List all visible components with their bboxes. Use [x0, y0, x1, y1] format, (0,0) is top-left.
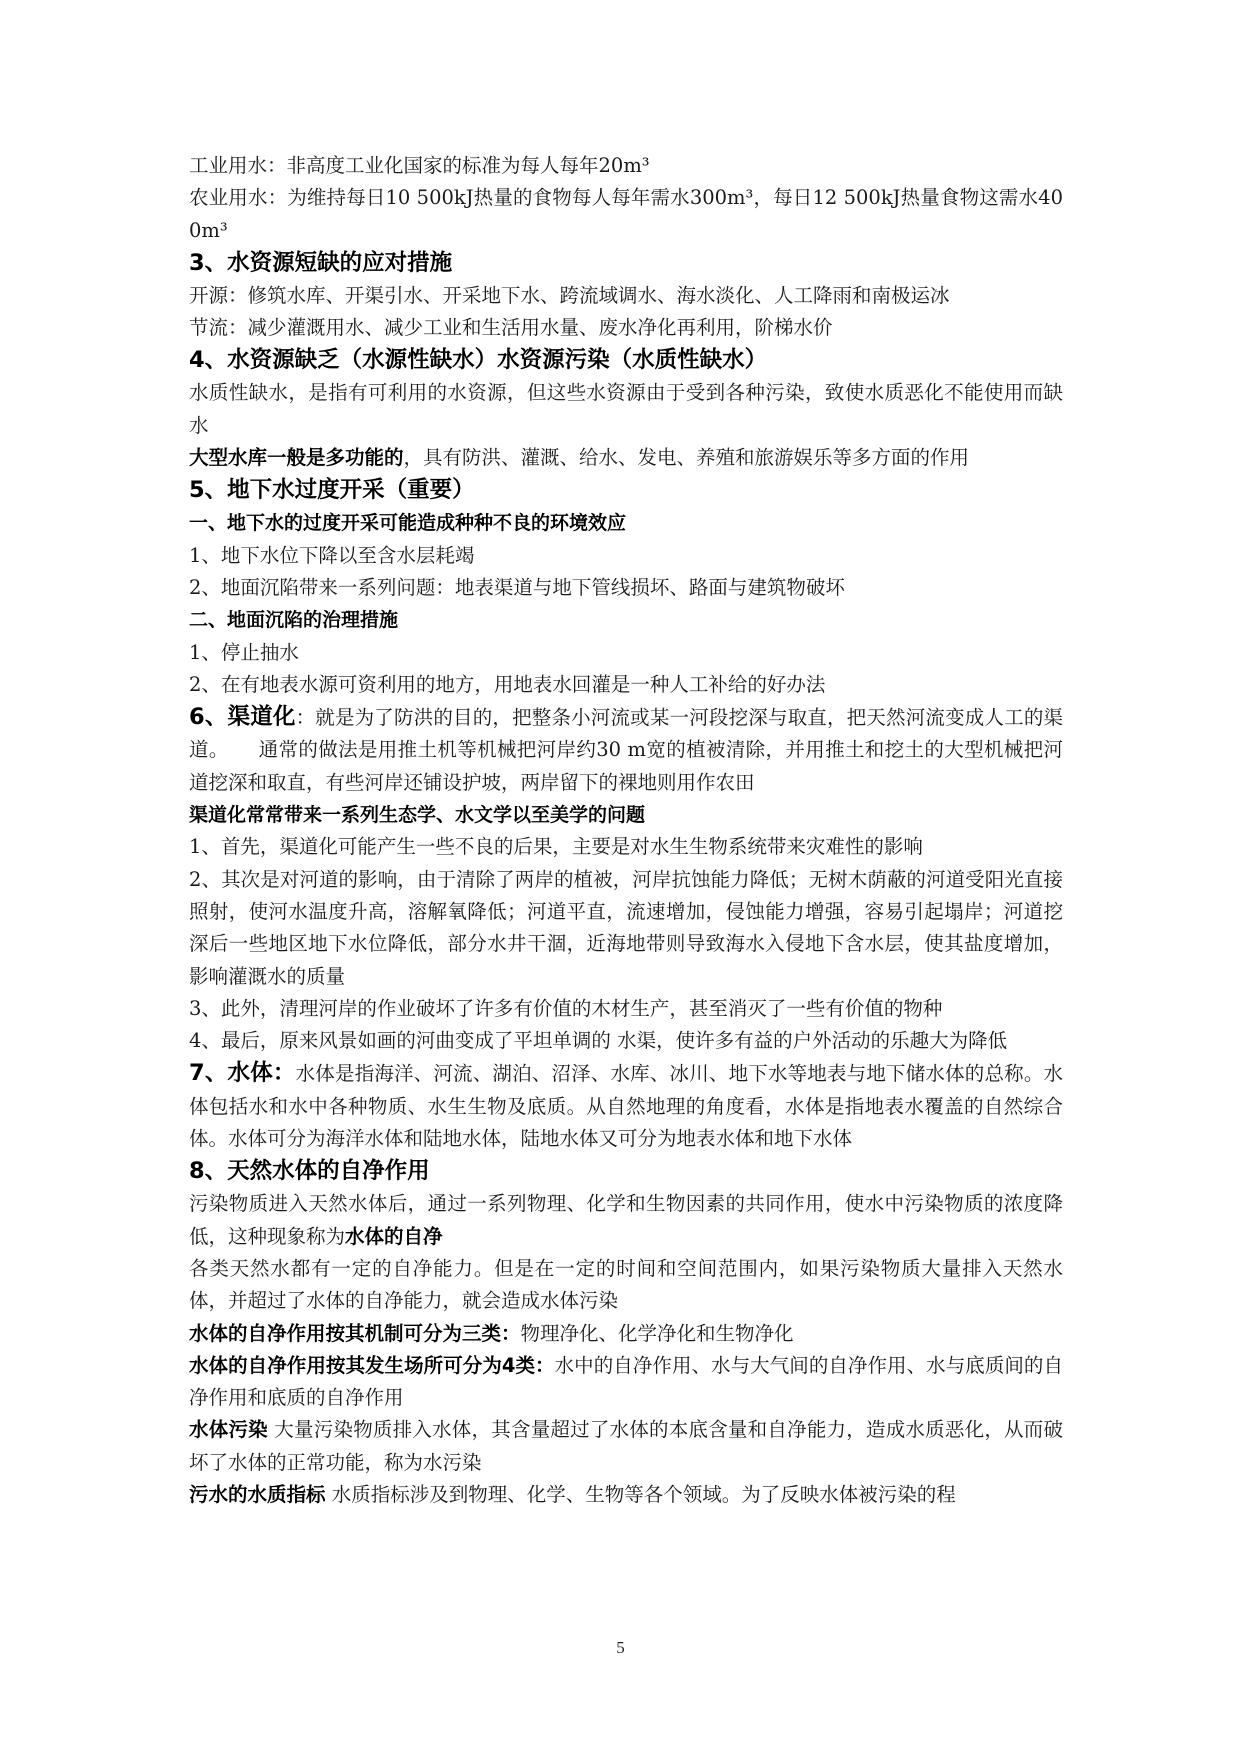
list-item: 1、首先，渠道化可能产生一些不良的后果，主要是对水生生物系统带来灾难性的影响	[189, 835, 923, 859]
subheading-1: 一、地下水的过度开采可能造成种种不良的环境效应	[189, 512, 627, 535]
list-item: 2、在有地表水源可资利用的地方，用地表水回灌是一种人工补给的好办法	[189, 672, 826, 696]
heading-6: 6、渠道化	[189, 704, 296, 731]
heading-5: 5、地下水过度开采（重要）	[189, 477, 475, 504]
channelization-paragraph	[189, 701, 1063, 799]
channelization-text: ：就是为了防洪的目的，把整条小河流或某一河段挖深与取直，把天然河流变成人工的渠道。 通常的做法是用推土机等机械把河岸约30 m宽的植被清除，并用推土和挖土的大型机械把河道挖深和取直，有些河岸还铺设护坡，两岸留下的裸地则用作农田	[189, 706, 1063, 794]
quality-shortage-paragraph: 水质性缺水，是指有可利用的水资源，但这些水资源由于受到各种污染，致使水质恶化不能使用而缺水	[189, 381, 1063, 437]
pollution-rest: 大量污染物质排入水体，其含量超过了水体的本底含量和自净能力，造成水质恶化，从而破坏了水体的正常功能，称为水污染	[189, 1418, 1063, 1474]
mechanism-rest: 物理净化、化学净化和生物净化	[520, 1321, 794, 1345]
subheading-3: 渠道化常常带来一系列生态学、水文学以至美学的问题	[189, 804, 646, 827]
mechanism-lead: 水体的自净作用按其机制可分为三类：	[189, 1321, 521, 1345]
self-purification-paragraph	[189, 1188, 1063, 1253]
heading-3: 3、水资源短缺的应对措施	[189, 249, 453, 276]
self-purification-capacity: 各类天然水都有一定的自净能力。但是在一定的时间和空间范围内，如果污染物质大量排入天然水体，并超过了水体的自净能力，就会造成水体污染	[189, 1256, 1063, 1313]
self-purification-text: 污染物质进入天然水体后，通过一系列物理、化学和生物因素的共同作用，使水中污染物质的浓度降低，这种现象称为	[189, 1192, 1063, 1248]
page-content	[189, 150, 1063, 1511]
list-item: 4、最后，原来风景如画的河曲变成了平坦单调的 水渠，使许多有益的户外活动的乐趣大为降低	[189, 1029, 1008, 1053]
page-number: 5	[616, 1638, 625, 1657]
open-source-line: 开源：修筑水库、开渠引水、开采地下水、跨流域调水、海水淡化、人工降雨和南极运冰	[189, 283, 950, 307]
list-item: 1、地下水位下降以至含水层耗竭	[189, 543, 475, 567]
reservoir-paragraph	[189, 442, 1063, 474]
reservoir-lead: 大型水库一般是多功能的	[189, 446, 404, 470]
quality-index-rest: 水质指标涉及到物理、化学、生物等各个领域。为了反映水体被污染的程	[325, 1482, 956, 1506]
pollution-paragraph	[189, 1414, 1063, 1479]
water-body-paragraph	[189, 1057, 1063, 1155]
heading-4: 4、水资源缺乏（水源性缺水）水资源污染（水质性缺水）	[189, 347, 768, 374]
reservoir-rest: ，具有防洪、灌溉、给水、发电、养殖和旅游娱乐等多方面的作用	[403, 446, 970, 470]
mechanism-paragraph	[189, 1318, 1063, 1350]
agricultural-water-line: 农业用水：为维持每日10 500kJ热量的食物每人每年需水300m³，每日12 500kJ热量食物这需水400m³	[189, 186, 1063, 242]
location-paragraph	[189, 1350, 1063, 1415]
pollution-lead: 水体污染	[189, 1418, 268, 1442]
throttle-line: 节流：减少灌溉用水、减少工业和生活用水量、废水净化再利用，阶梯水价	[189, 316, 833, 340]
quality-index-lead: 污水的水质指标	[189, 1482, 326, 1506]
location-rest: 水中的自净作用、水与大气间的自净作用、水与底质间的自净作用和底质的自净作用	[189, 1353, 1063, 1410]
heading-7: 7、水体：	[189, 1060, 296, 1087]
subheading-2: 二、地面沉陷的治理措施	[189, 609, 399, 632]
heading-8: 8、天然水体的自净作用	[189, 1158, 430, 1185]
list-item: 3、此外，清理河岸的作业破坏了许多有价值的木材生产，甚至消灭了一些有价值的物种	[189, 996, 943, 1020]
water-body-text: 水体是指海洋、河流、湖泊、沼泽、水库、冰川、地下水等地表与地下储水体的总称。水体包括水和水中各种物质、水生生物及底质。从自然地理的角度看，水体是指地表水覆盖的自然综合体。水体可分为海洋水体和陆地水体，陆地水体又可分为地表水体和地下水体	[189, 1062, 1063, 1151]
quality-index-paragraph	[189, 1479, 1063, 1511]
list-item: 1、停止抽水	[189, 640, 299, 664]
list-item: 2、地面沉陷带来一系列问题：地表渠道与地下管线损坏、路面与建筑物破坏	[189, 575, 845, 599]
industrial-water-line: 工业用水：非高度工业化国家的标准为每人每年20m³	[189, 154, 650, 177]
list-item: 2、其次是对河道的影响，由于清除了两岸的植被，河岸抗蚀能力降低；无树木荫蔽的河道受阳光直接照射，使河水温度升高，溶解氧降低；河道平直，流速增加，侵蚀能力增强，容易引起塌岸；河道挖深后一些地区地下水位降低，部分水井干涸，近海地带则导致海水入侵地下含水层，使其盐度增加，影响灌溉水的质量	[189, 867, 1063, 988]
location-lead: 水体的自净作用按其发生场所可分为4类：	[189, 1353, 555, 1377]
self-purification-term: 水体的自净	[345, 1224, 443, 1248]
